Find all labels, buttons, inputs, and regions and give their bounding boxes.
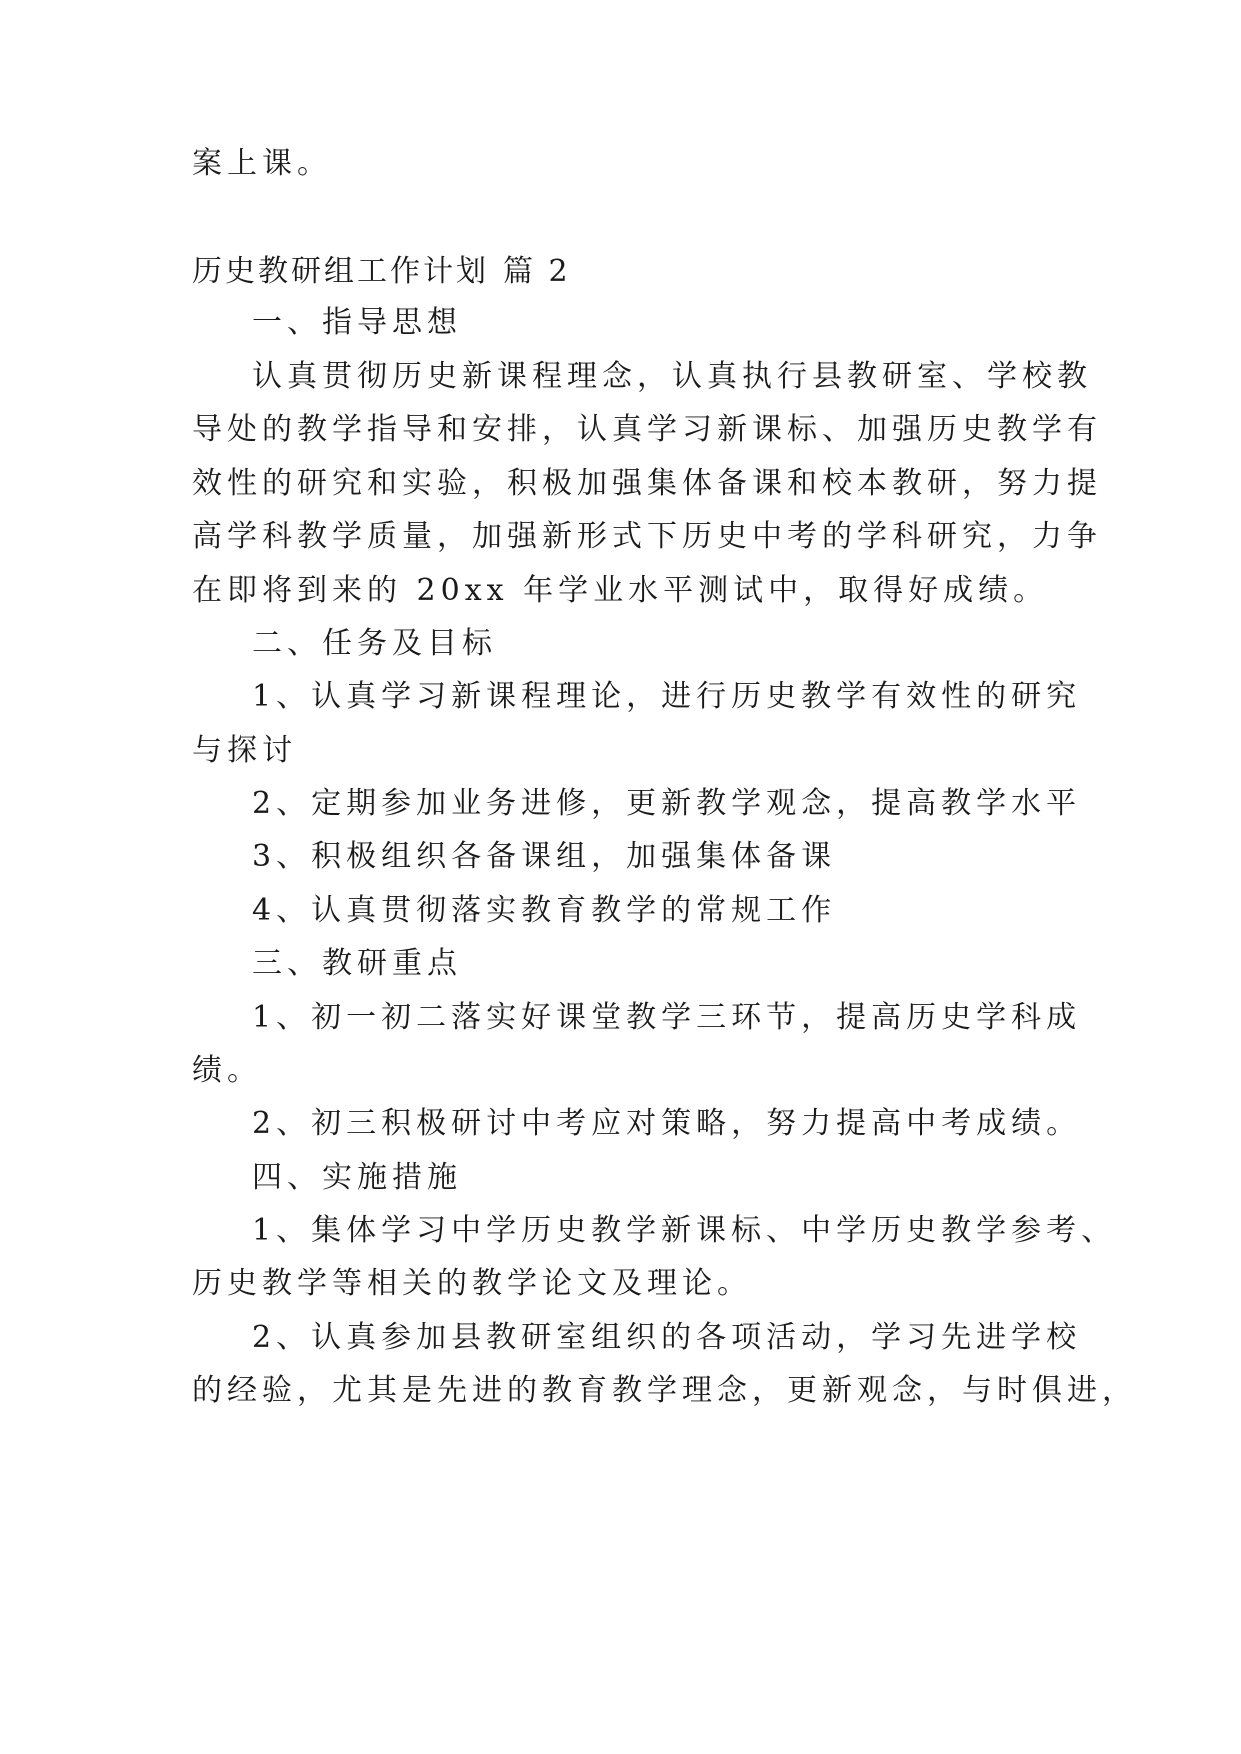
heading-guiding-thought: 一、指导思想 — [252, 305, 462, 340]
list-item: 2、初三积极研讨中考应对策略，努力提高中考成绩。 — [252, 1106, 1082, 1141]
paragraph-line: 认真贯彻历史新课程理念，认真执行县教研室、学校教 — [252, 359, 1092, 394]
list-item-continuation: 绩。 — [192, 1053, 262, 1088]
paragraph-line: 高学科教学质量，加强新形式下历史中考的学科研究，力争 — [192, 519, 1102, 554]
title-text: 历史教研组工作计划 — [192, 254, 489, 289]
paragraph-line: 在即将到来的 20xx 年学业水平测试中，取得好成绩。 — [192, 573, 1049, 608]
list-item-continuation: 与探讨 — [192, 733, 297, 768]
paragraph-line: 效性的研究和实验，积极加强集体备课和校本教研，努力提 — [192, 466, 1102, 501]
continuation-line: 案上课。 — [192, 146, 332, 181]
list-item-continuation: 的经验，尤其是先进的教育教学理念，更新观念，与时俱进， — [192, 1373, 1137, 1408]
heading-measures: 四、实施措施 — [252, 1160, 462, 1195]
article-title — [192, 252, 571, 292]
list-item: 1、初一初二落实好课堂教学三环节，提高历史学科成 — [252, 1000, 1082, 1035]
title-part-number: 篇 2 — [503, 254, 571, 289]
list-item: 2、定期参加业务进修，更新教学观念，提高教学水平 — [252, 786, 1082, 821]
paragraph-line: 导处的教学指导和安排，认真学习新课标、加强历史教学有 — [192, 412, 1102, 447]
list-item: 1、认真学习新课程理论，进行历史教学有效性的研究 — [252, 679, 1082, 714]
heading-tasks-goals: 二、任务及目标 — [252, 626, 497, 661]
heading-research-focus: 三、教研重点 — [252, 946, 462, 981]
list-item: 2、认真参加县教研室组织的各项活动，学习先进学校 — [252, 1320, 1082, 1355]
list-item-continuation: 历史教学等相关的教学论文及理论。 — [192, 1266, 752, 1301]
list-item: 4、认真贯彻落实教育教学的常规工作 — [252, 893, 837, 928]
list-item: 3、积极组织各备课组，加强集体备课 — [252, 839, 837, 874]
list-item: 1、集体学习中学历史教学新课标、中学历史教学参考、 — [252, 1213, 1117, 1248]
